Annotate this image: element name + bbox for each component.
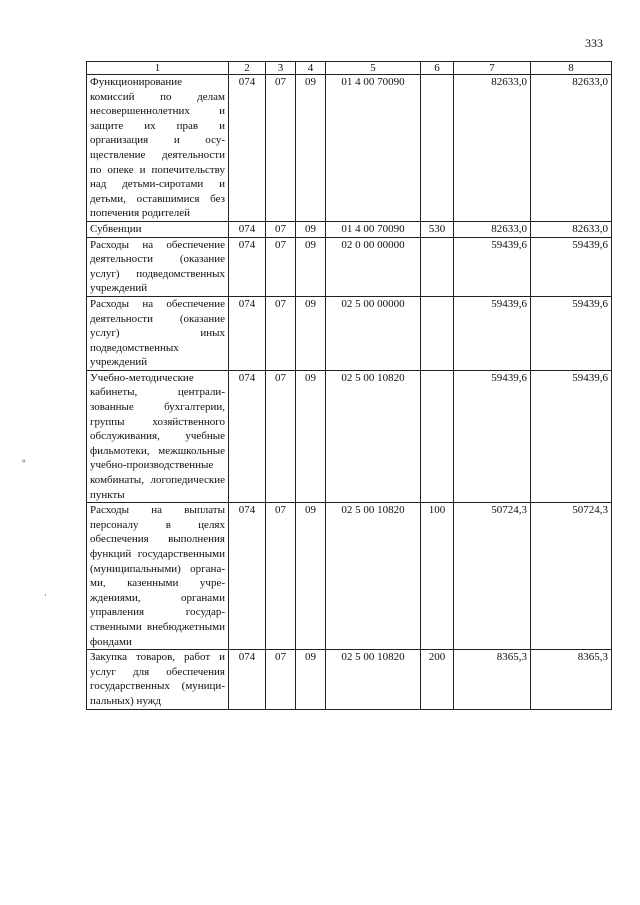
column-header: 7 bbox=[454, 62, 531, 75]
cell-section: 07 bbox=[266, 650, 296, 709]
cell-expense-type bbox=[421, 237, 454, 296]
row-name: Учебно-методические кабинеты, централизованные бухгалтерии, группы хозяйственного обслуживания, учебные фильмотеки, межшкольные учебно-производственные комбинаты, логопедические пункты bbox=[87, 370, 229, 502]
table-row bbox=[87, 370, 612, 502]
cell-subsection: 09 bbox=[296, 503, 326, 650]
cell-amount-1: 50724,3 bbox=[454, 503, 531, 650]
cell-subsection: 09 bbox=[296, 75, 326, 222]
budget-table bbox=[86, 61, 612, 710]
cell-section: 07 bbox=[266, 75, 296, 222]
cell-amount-2: 59439,6 bbox=[531, 237, 612, 296]
cell-ministry-code: 074 bbox=[229, 221, 266, 237]
cell-amount-1: 82633,0 bbox=[454, 221, 531, 237]
cell-target-article: 02 0 00 00000 bbox=[326, 237, 421, 296]
cell-subsection: 09 bbox=[296, 650, 326, 709]
cell-amount-2: 82633,0 bbox=[531, 221, 612, 237]
cell-expense-type bbox=[421, 370, 454, 502]
row-name: Субвенции bbox=[87, 221, 229, 237]
scan-speck: · bbox=[44, 590, 47, 600]
cell-target-article: 01 4 00 70090 bbox=[326, 221, 421, 237]
cell-ministry-code: 074 bbox=[229, 503, 266, 650]
cell-target-article: 02 5 00 10820 bbox=[326, 370, 421, 502]
cell-amount-2: 59439,6 bbox=[531, 296, 612, 370]
row-name: Закупка товаров, работ и услуг для обеспечения государственных (муниципальных) нужд bbox=[87, 650, 229, 709]
cell-ministry-code: 074 bbox=[229, 75, 266, 222]
column-header: 6 bbox=[421, 62, 454, 75]
cell-target-article: 02 5 00 00000 bbox=[326, 296, 421, 370]
cell-ministry-code: 074 bbox=[229, 650, 266, 709]
cell-ministry-code: 074 bbox=[229, 370, 266, 502]
cell-ministry-code: 074 bbox=[229, 296, 266, 370]
row-name: Расходы на обеспечение деятельности (оказание услуг) иных подведомственных учреждений bbox=[87, 296, 229, 370]
cell-target-article: 02 5 00 10820 bbox=[326, 650, 421, 709]
cell-expense-type bbox=[421, 75, 454, 222]
cell-target-article: 02 5 00 10820 bbox=[326, 503, 421, 650]
cell-section: 07 bbox=[266, 237, 296, 296]
row-name: Расходы на выплаты персоналу в целях обеспечения выполнения функций государственными (муниципальными) органами, казенными учреждениями, органами управления государственными внебюджетными фондами bbox=[87, 503, 229, 650]
cell-subsection: 09 bbox=[296, 370, 326, 502]
table-row bbox=[87, 650, 612, 709]
cell-expense-type: 200 bbox=[421, 650, 454, 709]
column-header: 3 bbox=[266, 62, 296, 75]
table-row bbox=[87, 503, 612, 650]
scan-speck: ° bbox=[22, 458, 26, 468]
cell-amount-1: 59439,6 bbox=[454, 370, 531, 502]
cell-expense-type bbox=[421, 296, 454, 370]
cell-expense-type: 530 bbox=[421, 221, 454, 237]
header-row bbox=[87, 62, 612, 75]
row-name: Расходы на обеспечение деятельности (оказание услуг) подведомственных учреждений bbox=[87, 237, 229, 296]
cell-ministry-code: 074 bbox=[229, 237, 266, 296]
cell-subsection: 09 bbox=[296, 296, 326, 370]
cell-amount-1: 59439,6 bbox=[454, 237, 531, 296]
table-row bbox=[87, 237, 612, 296]
cell-amount-2: 8365,3 bbox=[531, 650, 612, 709]
cell-target-article: 01 4 00 70090 bbox=[326, 75, 421, 222]
column-header: 8 bbox=[531, 62, 612, 75]
cell-subsection: 09 bbox=[296, 221, 326, 237]
column-header: 1 bbox=[87, 62, 229, 75]
table-row bbox=[87, 296, 612, 370]
cell-amount-2: 50724,3 bbox=[531, 503, 612, 650]
cell-section: 07 bbox=[266, 221, 296, 237]
row-name: Функционирование комиссий по делам несовершеннолетних и защите их прав и организация и осуществление деятельности по опеке и попечительству над детьми-сиротами и детьми, оставшимися без попечения родителей bbox=[87, 75, 229, 222]
cell-amount-2: 82633,0 bbox=[531, 75, 612, 222]
column-header: 5 bbox=[326, 62, 421, 75]
cell-subsection: 09 bbox=[296, 237, 326, 296]
cell-expense-type: 100 bbox=[421, 503, 454, 650]
column-header: 4 bbox=[296, 62, 326, 75]
column-header: 2 bbox=[229, 62, 266, 75]
page-number: 333 bbox=[585, 36, 603, 50]
cell-amount-1: 82633,0 bbox=[454, 75, 531, 222]
cell-amount-1: 8365,3 bbox=[454, 650, 531, 709]
table-row bbox=[87, 75, 612, 222]
table-row bbox=[87, 221, 612, 237]
cell-amount-1: 59439,6 bbox=[454, 296, 531, 370]
cell-amount-2: 59439,6 bbox=[531, 370, 612, 502]
cell-section: 07 bbox=[266, 503, 296, 650]
cell-section: 07 bbox=[266, 296, 296, 370]
cell-section: 07 bbox=[266, 370, 296, 502]
